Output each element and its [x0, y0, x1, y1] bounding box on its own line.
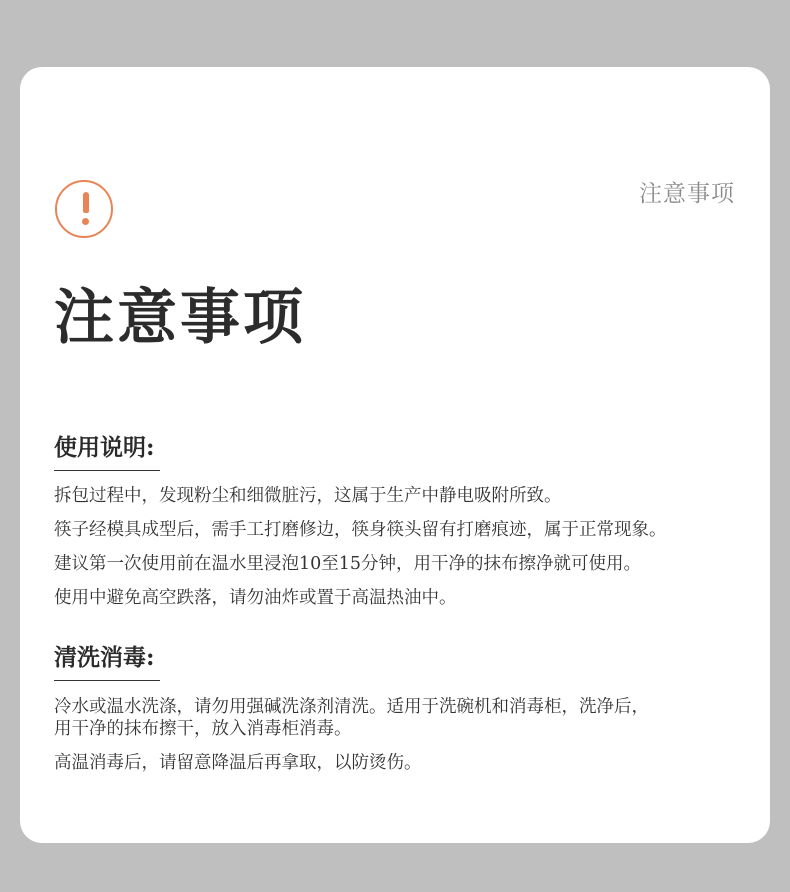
- corner-label: 注意事项: [639, 181, 735, 207]
- cleaning-line: 高温消毒后，请留意降温后再拿取，以防烫伤。: [54, 753, 422, 773]
- exclamation-circle-icon: [55, 180, 113, 238]
- usage-line: 筷子经模具成型后，需手工打磨修边，筷身筷头留有打磨痕迹，属于正常现象。: [54, 520, 667, 540]
- section-heading-usage: 使用说明:: [54, 429, 160, 471]
- page-title: 注意事项: [54, 283, 306, 353]
- usage-line: 建议第一次使用前在温水里浸泡10至15分钟，用干净的抹布擦净就可使用。: [54, 554, 642, 574]
- cleaning-line: 冷水或温水洗涤，请勿用强碱洗涤剂清洗。适用于洗碗机和消毒柜，洗净后，: [54, 697, 649, 717]
- usage-line: 使用中避免高空跌落，请勿油炸或置于高温热油中。: [54, 588, 457, 608]
- usage-line: 拆包过程中，发现粉尘和细微脏污，这属于生产中静电吸附所致。: [54, 486, 562, 506]
- notice-card: [20, 67, 770, 843]
- section-heading-cleaning: 清洗消毒:: [54, 639, 160, 681]
- cleaning-line: 用干净的抹布擦干，放入消毒柜消毒。: [54, 719, 352, 739]
